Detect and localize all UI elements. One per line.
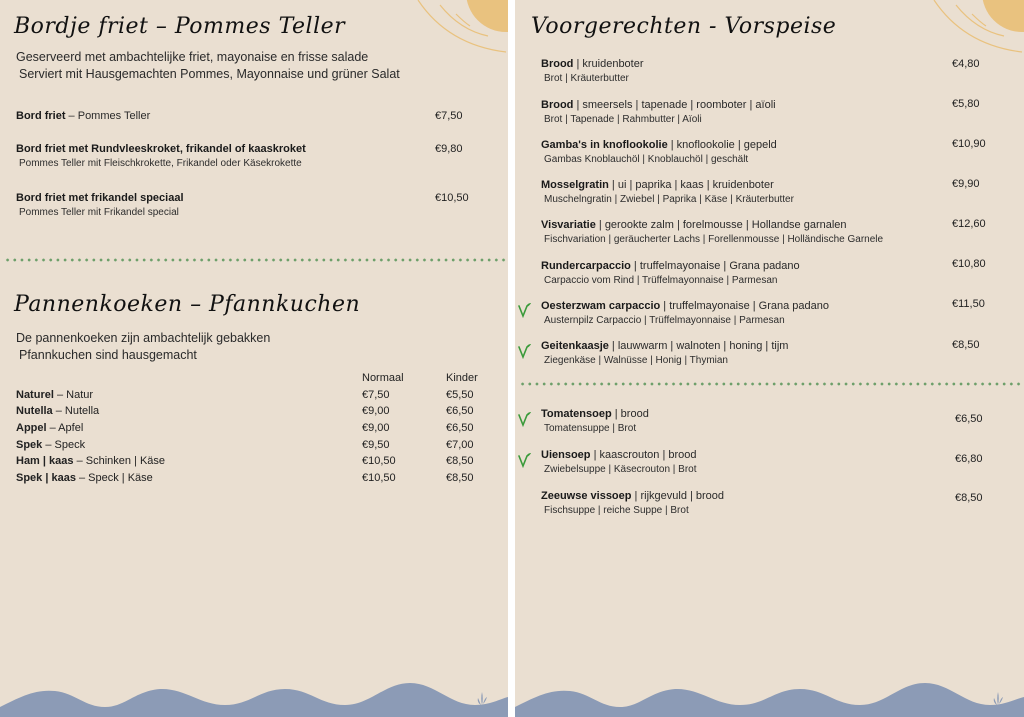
item-ingredients: | ui | paprika | kaas | kruidenboter <box>608 179 774 191</box>
item-name: Brood <box>541 58 574 70</box>
price-normal: €10,50 <box>362 455 396 468</box>
item-ingredients: | gerookte zalm | forelmousse | Hollandse garnalen <box>595 219 847 231</box>
table-row <box>16 387 496 404</box>
menu-item <box>541 99 776 125</box>
item-ingredients: | brood <box>611 408 649 420</box>
item-price: €11,50 <box>952 298 985 310</box>
item-name: Tomatensoep <box>541 408 612 420</box>
item-price: €5,80 <box>952 98 980 110</box>
fries-intro-nl: Geserveerd met ambachtelijke friet, mayonaise en frisse salade <box>16 50 369 64</box>
pancakes-intro-de: Pfannkuchen sind hausgemacht <box>19 348 197 362</box>
item-name: Geitenkaasje <box>541 340 609 352</box>
item-price: €4,80 <box>952 58 980 70</box>
table-row <box>16 470 496 487</box>
item-description-de: Zwiebelsuppe | Käsecrouton | Brot <box>544 464 697 475</box>
item-description-de: Fischsuppe | reiche Suppe | Brot <box>544 505 689 516</box>
pancake-name: Naturel <box>16 388 54 401</box>
menu-item <box>16 192 184 218</box>
item-ingredients: | rijkgevuld | brood <box>631 490 725 502</box>
pancake-name: Spek <box>16 438 43 451</box>
pancake-name-de: – Schinken | Käse <box>73 455 166 468</box>
table-row <box>16 403 496 420</box>
section-title-fries: Bordje friet – Pommes Teller <box>14 14 346 39</box>
price-kids: €8,50 <box>446 471 474 484</box>
item-ingredients: | truffelmayonaise | Grana padano <box>630 260 800 272</box>
price-normal: €9,00 <box>362 422 390 435</box>
menu-item <box>541 490 724 516</box>
item-description-de: Fischvariation | geräucherter Lachs | Forellenmousse | Holländische Garnele <box>544 234 884 245</box>
pancake-name: Nutella <box>16 405 53 418</box>
item-price: €8,50 <box>952 339 980 351</box>
item-ingredients: | lauwwarm | walnoten | honing | tijm <box>608 340 789 352</box>
pancake-name-de: – Natur <box>53 388 94 401</box>
menu-item <box>541 408 649 434</box>
item-price: €10,50 <box>435 192 469 204</box>
dotted-divider <box>519 382 1024 386</box>
item-name: Brood <box>541 99 574 111</box>
table-row <box>16 420 496 437</box>
menu-item <box>541 219 883 245</box>
section-title-pancakes: Pannenkoeken – Pfannkuchen <box>14 292 361 317</box>
price-normal: €9,00 <box>362 405 390 418</box>
vegan-leaf-icon <box>518 302 532 318</box>
item-name: Uiensoep <box>541 449 591 461</box>
fries-intro <box>16 50 400 81</box>
item-name: Visvariatie <box>541 219 596 231</box>
item-description-de: Carpaccio vom Rind | Trüffelmayonnaise | Parmesan <box>544 275 778 286</box>
pancakes-intro-nl: De pannenkoeken zijn ambachtelijk gebakken <box>16 331 271 345</box>
vegan-leaf-icon <box>518 411 532 427</box>
wave-decoration-icon <box>0 683 508 717</box>
item-price: €6,80 <box>955 453 983 465</box>
pancake-name-de: – Speck | Käse <box>75 471 153 484</box>
item-price: €10,80 <box>952 258 986 270</box>
item-description-de: Pommes Teller mit Fleischkrokette, Frikandel oder Käsekrokette <box>19 158 302 169</box>
item-name-de: – Pommes Teller <box>65 110 151 122</box>
item-price: €6,50 <box>955 413 983 425</box>
item-description-de: Brot | Kräuterbutter <box>544 73 629 84</box>
menu-page-left <box>0 0 508 717</box>
item-description-de: Ziegenkäse | Walnüsse | Honig | Thymian <box>544 355 728 366</box>
menu-item <box>541 139 777 165</box>
pancake-name: Spek | kaas <box>16 471 76 484</box>
price-normal: €7,50 <box>362 388 390 401</box>
dotted-divider <box>4 258 508 262</box>
item-name: Bord friet <box>16 110 66 122</box>
pancakes-price-table <box>16 370 496 486</box>
pancake-name-de: – Apfel <box>46 422 84 435</box>
item-ingredients: | knoflookolie | gepeld <box>667 139 777 151</box>
item-name: Gamba's in knoflookolie <box>541 139 668 151</box>
menu-item <box>16 110 150 122</box>
item-ingredients: | smeersels | tapenade | roomboter | aïoli <box>573 99 776 111</box>
item-description-de: Muschelngratin | Zwiebel | Paprika | Käse | Kräuterbutter <box>544 194 794 205</box>
item-ingredients: | kruidenboter <box>573 58 644 70</box>
item-price: €9,80 <box>435 143 463 155</box>
price-kids: €6,50 <box>446 422 474 435</box>
table-row <box>16 436 496 453</box>
sun-decoration-icon <box>914 0 1024 60</box>
menu-item <box>541 260 800 286</box>
column-kids: Kinder <box>446 372 478 385</box>
price-normal: €9,50 <box>362 438 390 451</box>
item-name: Oesterzwam carpaccio <box>541 300 661 312</box>
water-splash-icon <box>990 691 1006 707</box>
pancake-name: Appel <box>16 422 47 435</box>
menu-item <box>541 449 697 475</box>
sun-decoration-icon <box>398 0 508 60</box>
table-row <box>16 453 496 470</box>
item-name: Bord friet met Rundvleeskroket, frikandel of kaaskroket <box>16 143 306 155</box>
item-description-de: Gambas Knoblauchöl | Knoblauchöl | geschält <box>544 154 749 165</box>
wave-decoration-icon <box>515 683 1024 717</box>
item-description-de: Brot | Tapenade | Rahmbutter | Aïoli <box>544 114 702 125</box>
menu-page-right <box>515 0 1024 717</box>
menu-item <box>541 300 829 326</box>
item-price: €12,60 <box>952 218 986 230</box>
column-normal: Normaal <box>362 372 404 385</box>
item-name: Zeeuwse vissoep <box>541 490 632 502</box>
pancakes-intro <box>16 331 270 362</box>
price-normal: €10,50 <box>362 471 396 484</box>
item-name: Rundercarpaccio <box>541 260 631 272</box>
pancake-name-de: – Speck <box>42 438 86 451</box>
menu-item <box>541 58 644 84</box>
section-title-starters: Voorgerechten - Vorspeise <box>531 14 837 39</box>
vegan-leaf-icon <box>518 343 532 359</box>
price-kids: €5,50 <box>446 388 474 401</box>
fries-intro-de: Serviert mit Hausgemachten Pommes, Mayonnaise und grüner Salat <box>19 67 400 81</box>
menu-item <box>541 340 788 366</box>
menu-item <box>541 179 794 205</box>
water-splash-icon <box>474 691 490 707</box>
item-name: Bord friet met frikandel speciaal <box>16 192 184 204</box>
item-name: Mosselgratin <box>541 179 609 191</box>
pancake-name-de: – Nutella <box>52 405 100 418</box>
price-kids: €6,50 <box>446 405 474 418</box>
item-ingredients: | kaascrouton | brood <box>590 449 697 461</box>
item-description-de: Pommes Teller mit Frikandel special <box>19 207 179 218</box>
item-price: €7,50 <box>435 110 463 122</box>
price-kids: €8,50 <box>446 455 474 468</box>
item-price: €10,90 <box>952 138 986 150</box>
menu-item <box>16 143 306 169</box>
item-price: €9,90 <box>952 178 980 190</box>
item-description-de: Tomatensuppe | Brot <box>544 423 637 434</box>
item-description-de: Austernpilz Carpaccio | Trüffelmayonnaise | Parmesan <box>544 315 785 326</box>
price-kids: €7,00 <box>446 438 474 451</box>
item-ingredients: | truffelmayonaise | Grana padano <box>660 300 830 312</box>
vegan-leaf-icon <box>518 452 532 468</box>
table-header <box>16 370 496 387</box>
item-price: €8,50 <box>955 492 983 504</box>
pancake-name: Ham | kaas <box>16 455 74 468</box>
